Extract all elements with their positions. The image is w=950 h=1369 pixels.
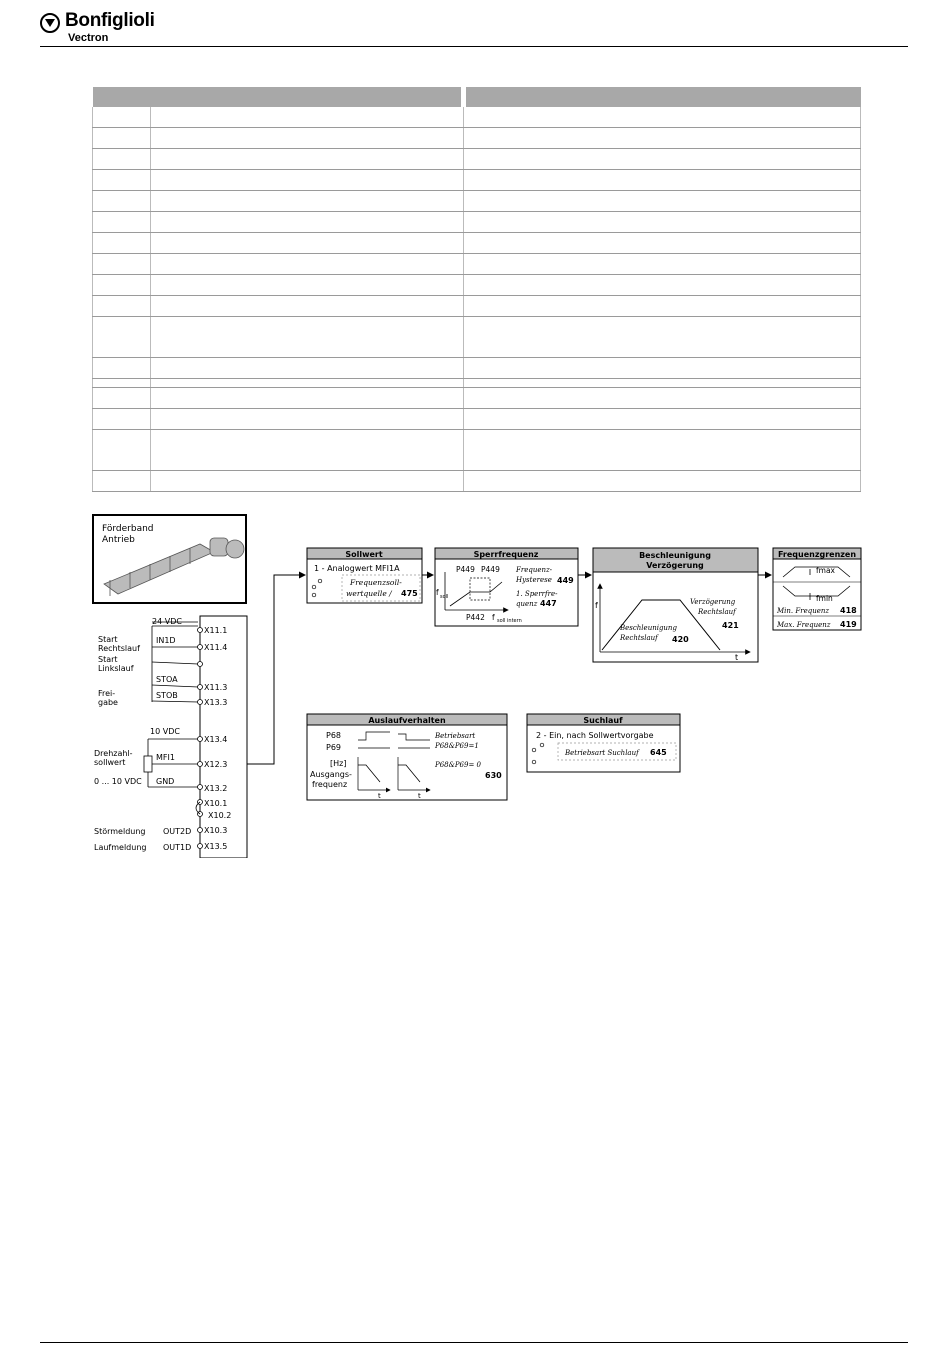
label-mfi1: MFI1 <box>156 753 175 762</box>
table-row <box>93 191 861 212</box>
table-cell <box>151 471 464 492</box>
table-row <box>93 212 861 233</box>
label-start-l2: Linkslauf <box>98 664 134 673</box>
table-cell <box>464 471 861 492</box>
table-cell <box>464 358 861 379</box>
sollwert-number: 475 <box>401 589 418 598</box>
table-cell <box>151 275 464 296</box>
label-x10-2: X10.2 <box>208 811 232 820</box>
beschl-v2: Rechtslauf <box>698 608 736 616</box>
table-row <box>93 409 861 430</box>
table-row <box>93 128 861 149</box>
beschl-num-420: 420 <box>672 635 689 644</box>
table-row <box>93 388 861 409</box>
table-cell <box>151 191 464 212</box>
table-cell <box>93 128 151 149</box>
table-cell <box>93 170 151 191</box>
label-stoa: STOA <box>156 675 178 684</box>
beschl-t: t <box>735 653 739 662</box>
table-cell <box>151 379 464 388</box>
table-cell <box>93 379 151 388</box>
table-cell <box>151 409 464 430</box>
grenzen-fmin: fmin <box>816 594 833 603</box>
label-frei1: Frei- <box>98 689 116 698</box>
page-header <box>40 8 908 47</box>
beschl-title-2: Verzögerung <box>646 561 704 570</box>
auslauf-t1: t <box>378 792 381 800</box>
label-24vdc: 24 VDC <box>152 617 182 626</box>
label-range: 0 ... 10 VDC <box>94 777 142 786</box>
table-header-cell <box>93 87 464 107</box>
table-cell <box>93 409 151 430</box>
table-cell <box>93 358 151 379</box>
table-cell <box>464 296 861 317</box>
label-x13-3: X13.3 <box>204 698 228 707</box>
sperr-num-447: 447 <box>540 599 557 608</box>
table-row <box>93 430 861 471</box>
parameter-table <box>92 87 861 492</box>
table-cell <box>151 233 464 254</box>
table-cell <box>464 170 861 191</box>
beschl-v1: Verzögerung <box>690 598 736 606</box>
table-cell <box>464 275 861 296</box>
table-cell <box>151 170 464 191</box>
grenzen-num-419: 419 <box>840 620 857 629</box>
grenzen-max-label: Max. Frequenz <box>777 621 831 629</box>
label-stob: STOB <box>156 691 178 700</box>
label-x13-5: X13.5 <box>204 842 228 851</box>
auslauf-ausg-1: Ausgangs- <box>310 770 352 779</box>
table-row <box>93 358 861 379</box>
table-cell <box>151 430 464 471</box>
table-cell <box>93 233 151 254</box>
label-x11-4: X11.4 <box>204 643 228 652</box>
table-cell <box>93 275 151 296</box>
label-in1d: IN1D <box>156 636 176 645</box>
label-x13-2: X13.2 <box>204 784 228 793</box>
auslauf-b3: P68&P69= 0 <box>435 761 482 769</box>
label-gnd: GND <box>156 777 175 786</box>
brand-name: Bonfiglioli <box>65 10 155 31</box>
auslauf-b1: Betriebsart <box>435 732 476 740</box>
auslauf-p68: P68 <box>326 731 342 740</box>
terminal-strip <box>94 616 247 858</box>
table-cell <box>464 107 861 128</box>
table-cell <box>93 317 151 358</box>
table-cell <box>151 254 464 275</box>
table-cell <box>464 233 861 254</box>
sperr-sperr-2: quenz <box>516 600 538 608</box>
such-num-645: 645 <box>650 748 667 757</box>
table-cell <box>464 191 861 212</box>
sperr-hyst-2: Hysterese <box>516 576 552 584</box>
table-cell <box>93 107 151 128</box>
table-row <box>93 471 861 492</box>
beschl-f: f <box>595 601 598 610</box>
label-dreh1: Drehzahl- <box>94 749 133 758</box>
auslauf-num-630: 630 <box>485 771 502 780</box>
table-cell <box>93 430 151 471</box>
table-cell <box>464 388 861 409</box>
table-cell <box>151 296 464 317</box>
table-cell <box>151 128 464 149</box>
application-diagram <box>90 512 865 858</box>
auslauf-t2: t <box>418 792 421 800</box>
sperrfrequenz-block <box>435 548 578 626</box>
label-x12-3: X12.3 <box>204 760 228 769</box>
table-cell <box>464 149 861 170</box>
table-cell <box>93 388 151 409</box>
table-cell <box>93 149 151 170</box>
table-cell <box>464 212 861 233</box>
grenzen-title: Frequenzgrenzen <box>777 550 857 559</box>
label-out1d: OUT1D <box>163 843 192 852</box>
table-cell <box>151 358 464 379</box>
sperr-sperr-1: 1. Sperrfre- <box>516 590 558 598</box>
table-cell <box>151 212 464 233</box>
table-row <box>93 317 861 358</box>
sperr-fsoll-int: f <box>492 613 495 622</box>
sollwert-param-1: Frequenzsoll- <box>350 578 402 587</box>
table-cell <box>464 254 861 275</box>
label-x10-1: X10.1 <box>204 799 228 808</box>
table-cell <box>464 409 861 430</box>
auslauf-b2: P68&P69=1 <box>435 742 479 750</box>
table-cell <box>93 296 151 317</box>
beschl-b1: Beschleunigung <box>620 624 677 632</box>
auslauf-hz: [Hz] <box>330 759 347 768</box>
conveyor-picture <box>93 515 246 603</box>
auslaufverhalten-block <box>307 714 507 800</box>
sollwert-title: Sollwert <box>345 550 383 559</box>
table-row <box>93 170 861 191</box>
table-cell <box>151 388 464 409</box>
label-dreh2: sollwert <box>94 758 126 767</box>
auslauf-title: Auslaufverhalten <box>368 716 446 725</box>
table-cell <box>464 430 861 471</box>
table-cell <box>93 191 151 212</box>
grenzen-min-label: Min. Frequenz <box>777 607 830 615</box>
conveyor-label-2: Antrieb <box>102 535 135 545</box>
table-row <box>93 233 861 254</box>
sperr-hyst-1: Frequenz- <box>516 566 553 574</box>
auslauf-ausg-2: frequenz <box>312 780 348 789</box>
label-x10-3: X10.3 <box>204 826 228 835</box>
sperr-fsoll-int-sub: soll intern <box>497 618 522 624</box>
table-header-row <box>93 87 861 107</box>
such-value: 2 - Ein, nach Sollwertvorgabe <box>536 731 654 740</box>
table-cell <box>464 379 861 388</box>
such-label: Betriebsart Suchlauf <box>565 749 639 757</box>
label-stoer: Störmeldung <box>94 827 146 836</box>
sollwert-param-2: wertquelle / <box>346 589 392 598</box>
conveyor-label-1: Förderband <box>102 524 154 534</box>
beschl-b2: Rechtslauf <box>620 634 658 642</box>
such-title: Suchlauf <box>583 716 623 725</box>
sperr-p449-b: P449 <box>481 565 500 574</box>
brand-subname: Vectron <box>68 32 109 44</box>
beschl-title-1: Beschleunigung <box>639 551 711 560</box>
sollwert-block <box>307 548 422 603</box>
grenzen-num-418: 418 <box>840 606 857 615</box>
table-cell <box>151 317 464 358</box>
grenzen-fmax: fmax <box>816 566 835 575</box>
table-header-cell <box>464 87 861 107</box>
table-row <box>93 379 861 388</box>
beschleunigung-block <box>593 548 758 662</box>
table-row <box>93 149 861 170</box>
table-row <box>93 254 861 275</box>
table-row <box>93 296 861 317</box>
label-x11-1: X11.1 <box>204 626 228 635</box>
sperr-p442: P442 <box>466 613 485 622</box>
bonfiglioli-logo-icon <box>40 13 60 33</box>
sollwert-value: 1 - Analogwert MFI1A <box>314 564 400 573</box>
auslauf-p69: P69 <box>326 743 342 752</box>
frequenzgrenzen-block <box>773 548 861 630</box>
table-cell <box>151 149 464 170</box>
label-lauf: Laufmeldung <box>94 843 147 852</box>
table-cell <box>93 254 151 275</box>
sperr-num-449: 449 <box>557 576 574 585</box>
label-x13-4: X13.4 <box>204 735 228 744</box>
table-cell <box>93 212 151 233</box>
sperr-p449-a: P449 <box>456 565 475 574</box>
label-out2d: OUT2D <box>163 827 192 836</box>
label-frei2: gabe <box>98 698 118 707</box>
table-cell <box>464 317 861 358</box>
table-row <box>93 107 861 128</box>
label-start-l1: Start <box>98 655 118 664</box>
table-cell <box>151 107 464 128</box>
signal-line <box>247 575 305 764</box>
label-start-r1: Start <box>98 635 118 644</box>
sperr-fsoll: f <box>436 588 439 597</box>
table-row <box>93 275 861 296</box>
label-10vdc: 10 VDC <box>150 727 180 736</box>
label-start-r2: Rechtslauf <box>98 644 140 653</box>
table-cell <box>93 471 151 492</box>
label-x11-3: X11.3 <box>204 683 228 692</box>
suchlauf-block <box>527 714 680 772</box>
sperrfrequenz-title: Sperrfrequenz <box>473 550 539 559</box>
footer-rule <box>40 1342 908 1343</box>
beschl-num-421: 421 <box>722 621 739 630</box>
table-cell <box>464 128 861 149</box>
sperr-fsoll-sub: soll <box>440 594 449 600</box>
